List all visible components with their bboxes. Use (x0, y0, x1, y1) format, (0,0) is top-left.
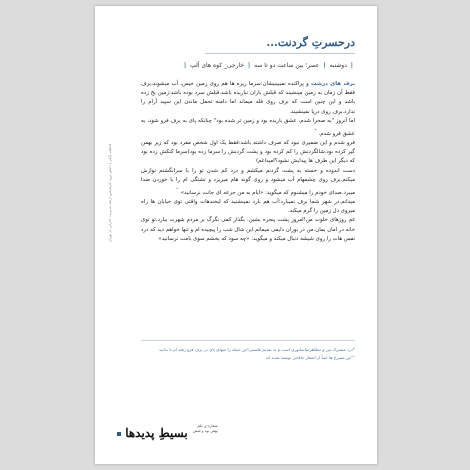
bar-icon: | (350, 62, 353, 69)
footnotes (141, 346, 355, 362)
lead-phrase: برف های درشت (310, 81, 356, 87)
paragraph (141, 216, 355, 244)
paragraph (141, 198, 355, 216)
footnote: *درد مشترک من و مظاهرتنیاسانوری است و به تقدیم غلستی؛این جمله را سهای پای در برف فرو رفته ام تا بدانید (158, 347, 355, 352)
issue-number: شماره ی یکم (197, 424, 218, 428)
article-title: درحسرتِ گردنت... (266, 36, 355, 49)
title-divider (205, 53, 355, 54)
paragraph-text: دست اندوده و خسته به پشت گردنم میکشم و درد کم شدن تو را با سرانگشتم نوازش میکنم.برف روی چشمهام آب میشود و روی گونه هام میریزد و تشنگی ام را با خوردن ضدا میبرد.صدای خودم را میشنوم که میگوید: «ایام به من جرعه ای جانت نرسانید» (141, 167, 355, 196)
paragraph-text: اما آنروز "به صحرا شدم، عشق باریده بود و زمین تر شده بود" چنانکه پای به برف فرو شود، به عشق فرو شدم. (141, 117, 355, 137)
bar-icon: | (248, 62, 251, 69)
paragraph-text: غم روزهای خلوت من!امروز پشت پنجره بشین. بگذار کمی نگرگ بر مردم شهرت ببارد،تو توی خانه در امان بمان.من در بوران دایمی میمانم.این شال شب را پیچیده ام و تنها خواهم دید که درد نفس هات را روی شیشه دنبال میکند و میگوید: «چه سود که بخشم سوی بامت نرسانید» (141, 217, 355, 242)
author-side-note (105, 76, 114, 316)
meta-day: دوشنبه (329, 62, 347, 69)
logo-accent-icon (117, 432, 121, 436)
bar-icon: | (323, 62, 326, 69)
paragraph (141, 117, 355, 139)
issue-date: بهمن نود و شش (193, 429, 218, 433)
paragraph (141, 80, 355, 117)
logo-text: بسیطِ پدیدها (125, 426, 188, 440)
footnote-marker: ^ (175, 187, 179, 193)
paragraph-text: و پراکنده نمیبینیشان:سرما ریزه ها هم روی زمین خیس، آب میشوند،برف فقط آن زمان به زمین مینشیند که قبلش باران نباریده باشد.قبلش سرد بوده باشد:زمین یخ زده باشد و این چنین است که برف روی قله میماند اما دامنه تحمل ماندن این سپید آرام را ندارد.برف روی دریا نمینشیند. (141, 81, 355, 115)
footnote: ^این مصرع ها عیناً از اشعار خاقانی نوشته شده اند (265, 355, 355, 360)
scene-heading (145, 62, 355, 69)
bar-icon: | (183, 62, 187, 69)
meta-time: عصر؛ بین ساعت دو تا سه (254, 62, 320, 69)
paragraph (141, 167, 355, 198)
magazine-logo (115, 426, 188, 440)
meta-place: خارجی_ کوه های آلپ (190, 62, 245, 69)
magazine-page (95, 6, 377, 464)
article-body (141, 80, 355, 244)
paragraph-text: میدانم.در شهر شما برف نمیبارد؛آب هم بارد نمینشنید که لبخندهات واقتی توی خیابان ها راه میروی دل زمین را گرم میکند. (141, 199, 355, 215)
paragraph (141, 139, 355, 167)
footnote-divider (141, 340, 355, 341)
issue-info (193, 424, 218, 434)
paragraph-text: فرو شدم و این ضمیری نبود که صرف داشته باشد:فقط یک اول شخص مفرد بود که زیر بهمن گیر کرده بود.شالگردنش را کم کرده بود و پشت گردنش را سرما زده بود(سرما کنکش زده بود که دیگر این طرف ها پیدایش نشود؟امیداغم) (141, 140, 355, 165)
footnote-marker: * (314, 128, 317, 134)
author-credit: فاطمه (لیلی) دانش پژوه کارشناس ارشد مدیریت اجرایی از تهران (108, 143, 112, 243)
